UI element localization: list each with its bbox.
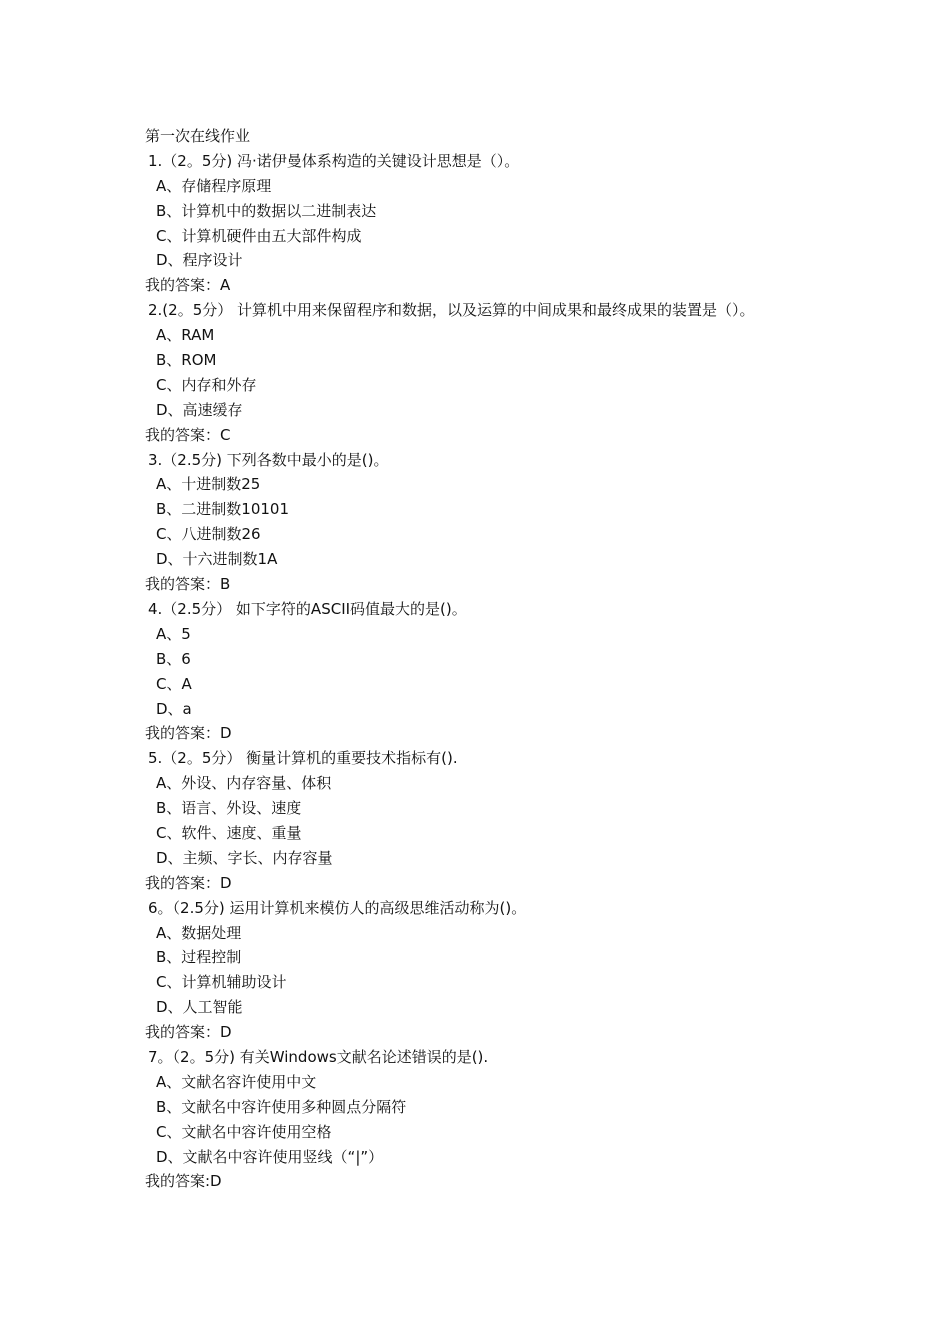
option-a: A、存储程序原理 xyxy=(156,176,272,195)
question-stem: 4.（2.5分） 如下字符的ASCII码值最大的是()。 xyxy=(148,599,467,618)
option-b: B、计算机中的数据以二进制表达 xyxy=(156,201,377,220)
option-c: C、计算机辅助设计 xyxy=(156,973,287,992)
question-stem: 6。（2.5分) 运用计算机来模仿人的高级思维活动称为()。 xyxy=(148,898,527,917)
option-d: D、文献名中容许使用竖线（“|”） xyxy=(156,1147,384,1166)
option-a: A、5 xyxy=(156,624,191,643)
option-c: C、A xyxy=(156,674,192,693)
question-2 xyxy=(145,298,825,447)
my-answer: 我的答案：A xyxy=(145,276,231,295)
question-7 xyxy=(145,1045,825,1194)
option-b: B、文献名中容许使用多种圆点分隔符 xyxy=(156,1097,407,1116)
question-stem: 3.（2.5分) 下列各数中最小的是()。 xyxy=(148,450,389,469)
option-b: B、二进制数10101 xyxy=(156,500,290,519)
option-a: A、RAM xyxy=(156,326,215,345)
option-a: A、数据处理 xyxy=(156,923,242,942)
option-d: D、a xyxy=(156,699,192,718)
option-c: C、八进制数26 xyxy=(156,525,261,544)
question-stem: 2.(2。5分） 计算机中用来保留程序和数据，以及运算的中间成果和最终成果的装置是（）。 xyxy=(148,301,755,320)
question-stem: 7。（2。5分) 有关Windows文献名论述错误的是(). xyxy=(148,1047,489,1066)
option-d: D、高速缓存 xyxy=(156,400,243,419)
my-answer: 我的答案：D xyxy=(145,724,232,743)
option-a: A、外设、内存容量、体积 xyxy=(156,774,332,793)
option-a: A、文献名容许使用中文 xyxy=(156,1072,317,1091)
option-d: D、十六进制数1A xyxy=(156,550,278,569)
option-c: C、计算机硬件由五大部件构成 xyxy=(156,226,362,245)
question-stem: 5.（2。5分） 衡量计算机的重要技术指标有(). xyxy=(148,749,458,768)
question-5 xyxy=(145,746,825,895)
my-answer: 我的答案：C xyxy=(145,425,231,444)
option-b: B、6 xyxy=(156,649,191,668)
option-d: D、主频、字长、内存容量 xyxy=(156,848,333,867)
question-3 xyxy=(145,448,825,597)
question-stem: 1.（2。5分) 冯·诺伊曼体系构造的关键设计思想是（）。 xyxy=(148,151,520,170)
my-answer: 我的答案：B xyxy=(145,575,231,594)
option-c: C、文献名中容许使用空格 xyxy=(156,1122,332,1141)
option-b: B、过程控制 xyxy=(156,948,242,967)
question-1 xyxy=(145,149,825,298)
option-c: C、软件、速度、重量 xyxy=(156,823,302,842)
my-answer: 我的答案：D xyxy=(145,873,232,892)
option-c: C、内存和外存 xyxy=(156,375,257,394)
my-answer: 我的答案:D xyxy=(145,1172,222,1191)
question-6 xyxy=(145,896,825,1045)
option-b: B、语言、外设、速度 xyxy=(156,799,302,818)
option-d: D、程序设计 xyxy=(156,251,243,270)
document-body xyxy=(145,124,825,1194)
option-b: B、ROM xyxy=(156,351,217,370)
option-a: A、十进制数25 xyxy=(156,475,261,494)
question-4 xyxy=(145,597,825,746)
document-title: 第一次在线作业 xyxy=(145,127,251,145)
option-d: D、人工智能 xyxy=(156,998,243,1017)
my-answer: 我的答案：D xyxy=(145,1023,232,1042)
